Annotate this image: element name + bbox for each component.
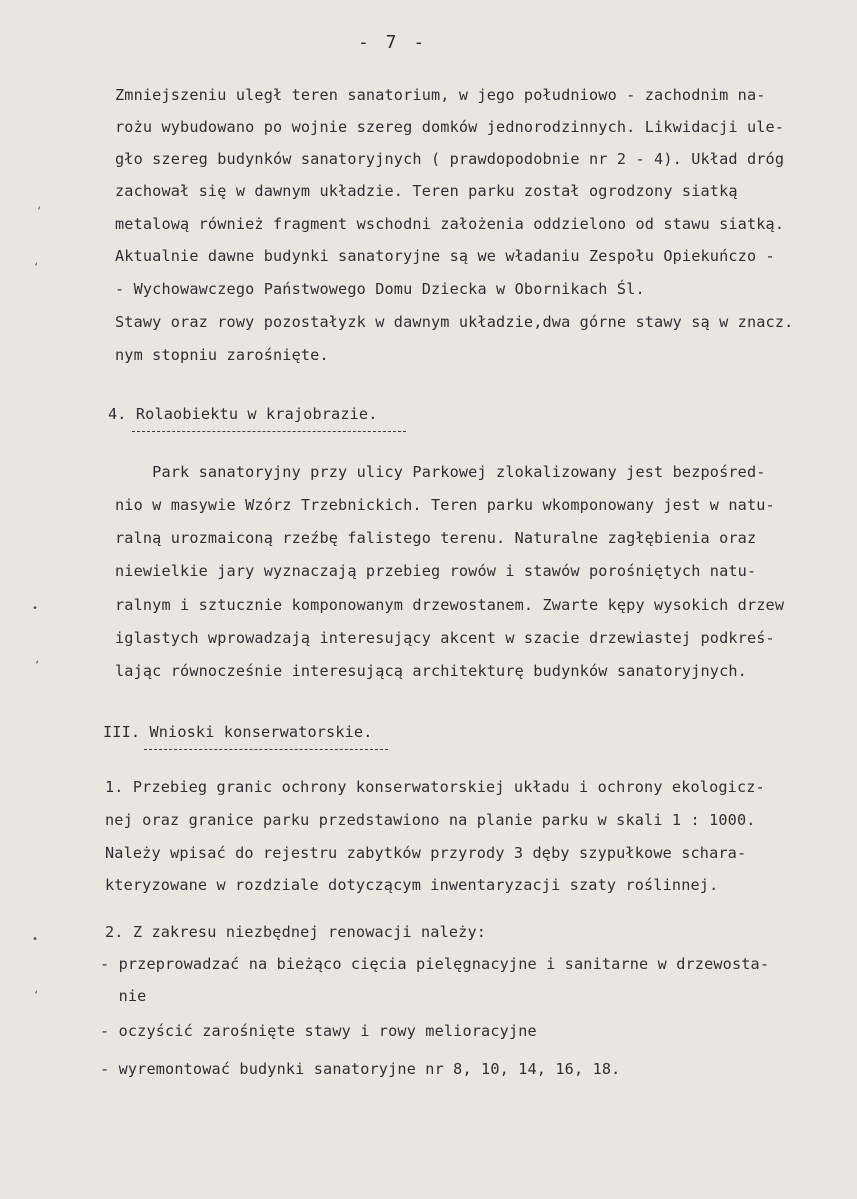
point-2-line: 2. Z zakresu niezbędnej renowacji należy:	[105, 923, 487, 941]
section-4-line: ralnym i sztucznie komponowanym drzewostanem. Zwarte kępy wysokich drzew	[115, 596, 785, 614]
paragraph-1-line: nym stopniu zarośnięte.	[115, 346, 329, 364]
scan-mark: ‘	[36, 206, 43, 217]
section-4-heading: 4. Rolaobiektu w krajobrazie.	[108, 405, 378, 423]
paragraph-1-line: gło szereg budynków sanatoryjnych ( prawdopodobnie nr 2 - 4). Układ dróg	[115, 150, 785, 168]
paragraph-1-line: metalową również fragment wschodni założenia oddzielono od stawu siatką.	[115, 215, 785, 233]
point-2-line: - przeprowadzać na bieżąco cięcia pielęgnacyjne i sanitarne w drzewosta-	[100, 955, 770, 973]
page-number: - 7 -	[358, 32, 428, 53]
point-2-line: - oczyścić zarośnięte stawy i rowy melioracyjne	[100, 1022, 537, 1040]
scan-mark: •	[32, 934, 39, 945]
paragraph-1-line: Zmniejszeniu uległ teren sanatorium, w jego południowo - zachodnim na-	[115, 86, 766, 104]
paragraph-1-line: rożu wybudowano po wojnie szereg domków jednorodzinnych. Likwidacji ule-	[115, 118, 785, 136]
point-1-line: 1. Przebieg granic ochrony konserwatorskiej układu i ochrony ekologicz-	[105, 778, 765, 796]
point-2-line: - wyremontować budynki sanatoryjne nr 8, 10, 14, 16, 18.	[100, 1060, 621, 1078]
section-4-line: Park sanatoryjny przy ulicy Parkowej zlokalizowany jest bezpośred-	[115, 463, 766, 481]
section-4-heading-underline	[132, 431, 406, 432]
point-1-line: nej oraz granice parku przedstawiono na planie parku w skali 1 : 1000.	[105, 811, 756, 829]
paragraph-1-line: Aktualnie dawne budynki sanatoryjne są we władaniu Zespołu Opiekuńczo -	[115, 247, 775, 265]
point-2-line: nie	[100, 987, 147, 1005]
point-1-line: kteryzowane w rozdziale dotyczącym inwentaryzacji szaty roślinnej.	[105, 876, 719, 894]
scan-mark: ‘	[33, 990, 40, 1001]
paragraph-1-line: zachował się w dawnym układzie. Teren parku został ogrodzony siatką	[115, 182, 738, 200]
paragraph-1-line: - Wychowawczego Państwowego Domu Dziecka w Obornikach Śl.	[115, 280, 645, 298]
section-3-heading-underline	[144, 749, 388, 750]
section-4-line: ralną urozmaiconą rzeźbę falistego terenu. Naturalne zagłębienia oraz	[115, 529, 757, 547]
point-1-line: Należy wpisać do rejestru zabytków przyrody 3 dęby szypułkowe schara-	[105, 844, 747, 862]
paragraph-1-line: Stawy oraz rowy pozostałyzk w dawnym układzie,dwa górne stawy są w znacz.	[115, 313, 794, 331]
scan-mark: ‘	[33, 262, 40, 273]
section-3-heading: III. Wnioski konserwatorskie.	[103, 723, 373, 741]
section-4-line: niewielkie jary wyznaczają przebieg rowów i stawów porośniętych natu-	[115, 562, 757, 580]
section-4-line: nio w masywie Wzórz Trzebnickich. Teren parku wkomponowany jest w natu-	[115, 496, 775, 514]
section-4-line: iglastych wprowadzają interesujący akcent w szacie drzewiastej podkreś-	[115, 629, 775, 647]
scan-mark: •	[32, 603, 39, 614]
scan-mark: ‘	[34, 660, 41, 671]
section-4-line: lając równocześnie interesującą architekturę budynków sanatoryjnych.	[115, 662, 747, 680]
